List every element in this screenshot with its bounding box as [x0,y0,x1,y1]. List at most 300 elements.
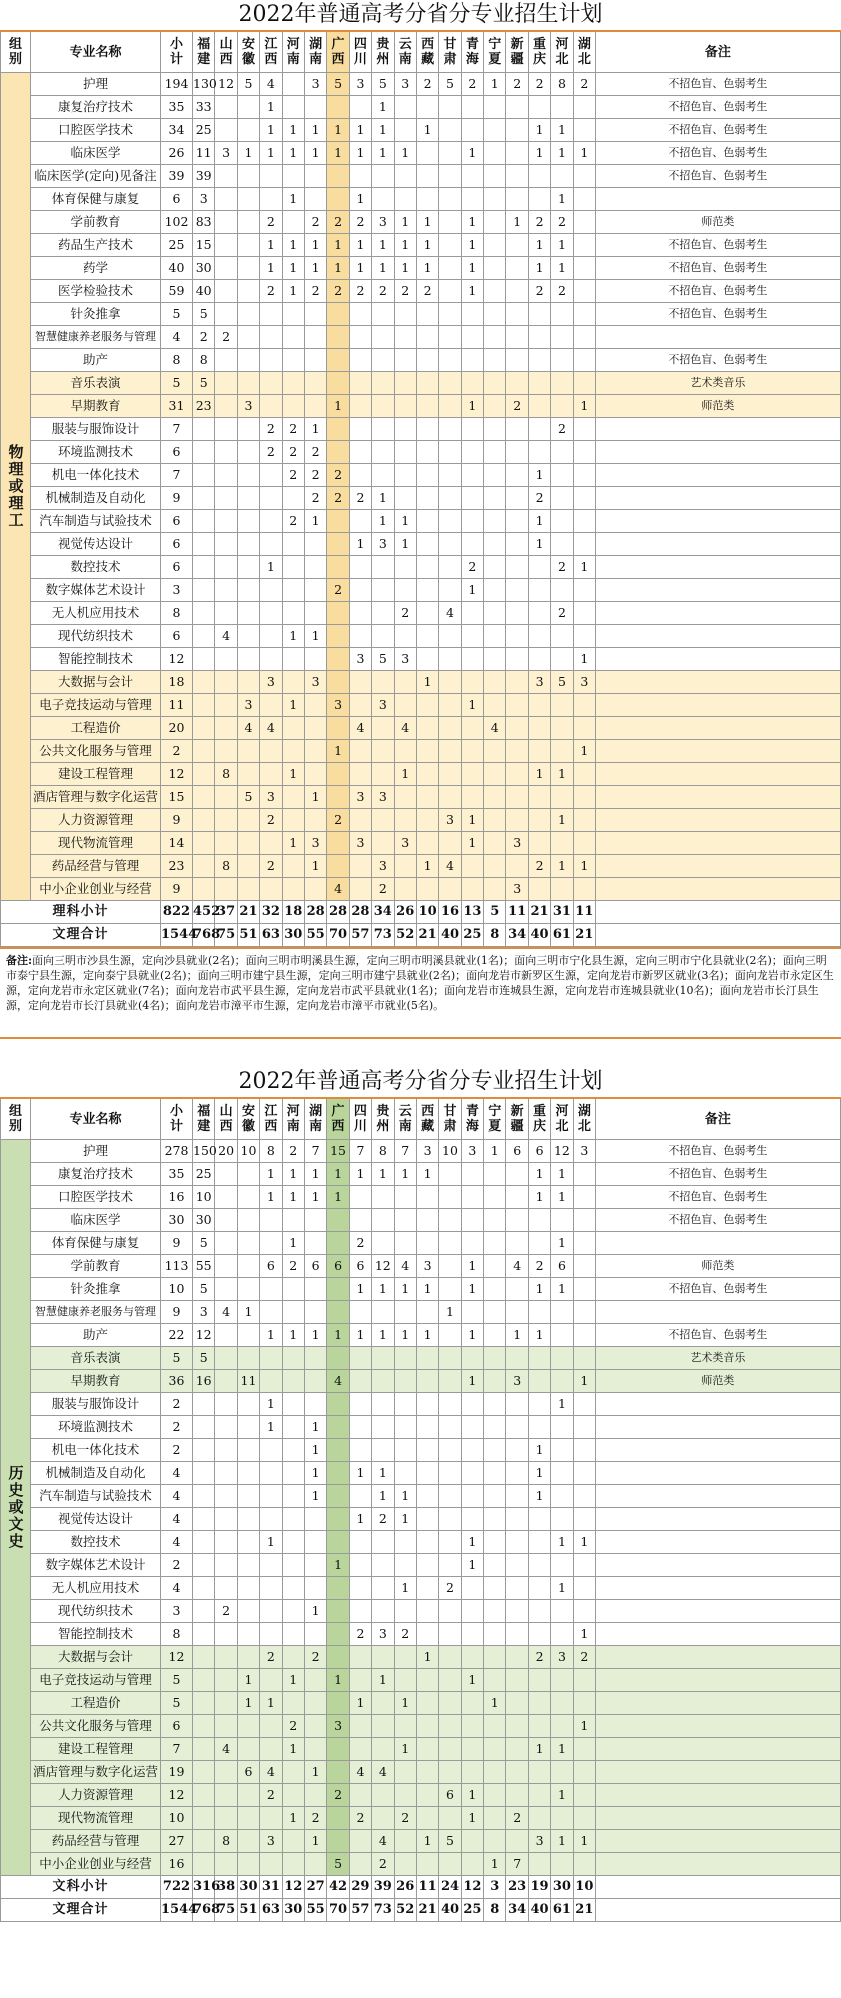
quota-cell [484,96,506,119]
quota-cell [349,878,371,901]
quota-cell [215,1278,237,1301]
quota-cell [461,487,483,510]
quota-cell: 1 [439,1301,461,1324]
quota-cell [215,878,237,901]
quota-cell [528,648,550,671]
quota-cell: 15 [327,1140,349,1163]
quota-cell [372,740,394,763]
quota-cell: 1 [282,1807,304,1830]
quota-cell [573,464,595,487]
quota-cell [439,257,461,280]
quota-cell [461,119,483,142]
summary-total: 1544 [161,924,193,947]
quota-cell: 1 [349,188,371,211]
quota-cell: 1 [484,1692,506,1715]
row-total: 113 [161,1255,193,1278]
row-total: 30 [161,1209,193,1232]
quota-cell [349,671,371,694]
quota-cell [372,1347,394,1370]
quota-cell [551,349,573,372]
quota-cell [215,1623,237,1646]
row-remark [596,1784,841,1807]
quota-cell: 1 [461,809,483,832]
major-name: 现代物流管理 [31,832,161,855]
quota-cell: 8 [215,763,237,786]
quota-cell [327,303,349,326]
quota-cell: 1 [528,1324,550,1347]
quota-cell [349,1669,371,1692]
quota-cell [439,648,461,671]
major-name: 机电一体化技术 [31,464,161,487]
quota-cell [484,188,506,211]
quota-cell [349,326,371,349]
row-remark [596,717,841,740]
quota-cell: 3 [372,1623,394,1646]
quota-cell [484,602,506,625]
major-name: 体育保健与康复 [31,188,161,211]
quota-cell [551,441,573,464]
quota-cell [215,165,237,188]
summary-cell: 11 [416,1876,438,1899]
col-header-province: 广西 [327,31,349,73]
col-header-major: 专业名称 [31,31,161,73]
quota-cell [372,625,394,648]
quota-cell [573,1784,595,1807]
major-name: 药品经营与管理 [31,855,161,878]
quota-cell: 1 [461,1255,483,1278]
quota-cell [372,441,394,464]
quota-cell [439,1531,461,1554]
quota-cell [215,1462,237,1485]
quota-cell: 5 [237,786,259,809]
quota-cell [416,717,438,740]
quota-cell: 1 [528,257,550,280]
summary-cell: 40 [439,1899,461,1922]
quota-cell [506,671,528,694]
row-remark: 不招色盲、色弱考生 [596,165,841,188]
quota-cell: 2 [551,602,573,625]
quota-cell [215,1577,237,1600]
quota-cell [573,257,595,280]
summary-cell: 25 [461,1899,483,1922]
row-remark: 不招色盲、色弱考生 [596,349,841,372]
quota-cell [439,1508,461,1531]
quota-cell: 2 [551,418,573,441]
quota-cell [551,510,573,533]
quota-cell: 2 [551,556,573,579]
quota-cell: 2 [327,487,349,510]
table-row [1,786,841,809]
quota-cell [461,1830,483,1853]
quota-cell: 6 [349,1255,371,1278]
quota-cell [282,1301,304,1324]
summary-remark [596,901,841,924]
summary-cell: 768 [193,924,215,947]
quota-cell [304,1347,326,1370]
summary-cell: 10 [573,1876,595,1899]
col-header-total: 小计 [161,1098,193,1140]
quota-cell [394,1646,416,1669]
quota-cell [416,1416,438,1439]
quota-cell [260,303,282,326]
quota-cell: 5 [237,73,259,96]
quota-cell: 3 [327,694,349,717]
major-name: 助产 [31,349,161,372]
major-name: 人力资源管理 [31,809,161,832]
quota-cell [573,1669,595,1692]
quota-cell: 2 [394,1807,416,1830]
summary-cell: 31 [260,1876,282,1899]
quota-cell [551,1600,573,1623]
quota-cell [394,579,416,602]
row-total: 7 [161,1738,193,1761]
quota-cell [215,234,237,257]
quota-cell: 1 [551,1278,573,1301]
quota-cell [416,188,438,211]
quota-cell [215,1163,237,1186]
quota-cell [528,96,550,119]
quota-cell [237,349,259,372]
quota-cell [394,1393,416,1416]
quota-cell [304,1370,326,1393]
summary-cell: 452 [193,901,215,924]
row-total: 2 [161,1416,193,1439]
quota-cell [282,1600,304,1623]
quota-cell [282,73,304,96]
quota-cell [461,648,483,671]
major-name: 体育保健与康复 [31,1232,161,1255]
row-total: 39 [161,165,193,188]
row-remark [596,809,841,832]
quota-cell [484,1784,506,1807]
quota-cell [282,556,304,579]
quota-cell [573,1393,595,1416]
header-row [1,31,841,73]
row-total: 278 [161,1140,193,1163]
summary-cell: 28 [349,901,371,924]
quota-cell [573,349,595,372]
quota-cell [461,625,483,648]
quota-cell [215,188,237,211]
row-total: 2 [161,1554,193,1577]
quota-cell [573,694,595,717]
quota-cell [215,1761,237,1784]
summary-cell: 21 [573,924,595,947]
major-name: 针灸推拿 [31,303,161,326]
quota-cell [439,717,461,740]
quota-cell: 1 [349,1692,371,1715]
quota-cell [439,234,461,257]
quota-cell [551,96,573,119]
quota-cell: 1 [394,763,416,786]
quota-cell [237,1577,259,1600]
quota-cell [416,1715,438,1738]
quota-cell [282,1485,304,1508]
quota-cell: 1 [416,671,438,694]
quota-cell [260,533,282,556]
summary-cell: 55 [304,1899,326,1922]
remarks-block [0,947,841,1039]
quota-cell [237,372,259,395]
quota-cell [439,1163,461,1186]
summary-cell: 12 [461,1876,483,1899]
row-total: 9 [161,1232,193,1255]
col-header-group: 组别 [1,31,31,73]
quota-cell [260,1278,282,1301]
quota-cell [372,1600,394,1623]
quota-cell [551,1807,573,1830]
summary-cell: 30 [237,1876,259,1899]
quota-cell [506,1163,528,1186]
quota-cell [394,1830,416,1853]
quota-cell [439,441,461,464]
quota-cell [237,1738,259,1761]
quota-cell: 2 [528,280,550,303]
quota-cell [484,1600,506,1623]
quota-cell [528,1623,550,1646]
quota-cell [327,625,349,648]
quota-cell: 3 [372,855,394,878]
quota-cell [484,740,506,763]
quota-cell [327,1485,349,1508]
quota-cell [439,349,461,372]
quota-cell [193,717,215,740]
quota-cell [528,1577,550,1600]
row-remark [596,648,841,671]
quota-cell: 2 [506,395,528,418]
table-row [1,1393,841,1416]
quota-cell: 1 [551,257,573,280]
quota-cell [282,671,304,694]
quota-cell [237,1393,259,1416]
quota-cell [551,326,573,349]
quota-cell [506,257,528,280]
quota-cell: 2 [260,855,282,878]
quota-cell [506,855,528,878]
quota-cell [416,602,438,625]
quota-cell: 2 [372,878,394,901]
quota-cell: 1 [282,234,304,257]
row-remark: 不招色盲、色弱考生 [596,73,841,96]
quota-cell [372,602,394,625]
quota-cell [193,625,215,648]
quota-cell [461,878,483,901]
quota-cell [304,809,326,832]
quota-cell: 1 [304,257,326,280]
quota-cell [304,717,326,740]
row-remark [596,1554,841,1577]
major-name: 口腔医学技术 [31,1186,161,1209]
quota-cell: 1 [327,1554,349,1577]
quota-cell [551,1761,573,1784]
quota-cell [484,1232,506,1255]
quota-cell: 1 [260,556,282,579]
quota-cell: 4 [215,1738,237,1761]
quota-cell: 2 [349,280,371,303]
row-total: 9 [161,878,193,901]
quota-cell [193,418,215,441]
quota-cell [551,395,573,418]
quota-cell [573,1600,595,1623]
quota-cell [551,1485,573,1508]
table-row [1,832,841,855]
col-header-province: 贵州 [372,1098,394,1140]
quota-cell [327,832,349,855]
quota-cell [282,1347,304,1370]
quota-cell: 1 [304,1439,326,1462]
quota-cell: 1 [282,1738,304,1761]
quota-cell [372,188,394,211]
quota-cell [506,533,528,556]
row-total: 2 [161,1393,193,1416]
quota-cell [282,1393,304,1416]
quota-cell: 3 [260,1830,282,1853]
quota-cell [528,809,550,832]
quota-cell [193,1692,215,1715]
summary-cell: 70 [327,1899,349,1922]
major-name: 环境监测技术 [31,1416,161,1439]
quota-cell [506,1623,528,1646]
quota-cell: 2 [506,1807,528,1830]
quota-cell [327,1232,349,1255]
quota-cell [394,303,416,326]
quota-cell: 2 [528,211,550,234]
major-name: 数控技术 [31,1531,161,1554]
row-remark [596,579,841,602]
quota-cell: 1 [282,1186,304,1209]
quota-cell: 3 [304,671,326,694]
col-header-province: 云南 [394,1098,416,1140]
quota-cell [461,1462,483,1485]
quota-cell [327,1577,349,1600]
quota-cell: 2 [394,280,416,303]
row-total: 5 [161,1669,193,1692]
quota-cell: 3 [551,1646,573,1669]
quota-cell [528,165,550,188]
quota-cell: 1 [528,234,550,257]
quota-cell [372,1784,394,1807]
summary-cell: 29 [349,1876,371,1899]
quota-cell [372,372,394,395]
quota-cell: 4 [394,1255,416,1278]
quota-cell [573,832,595,855]
summary-remark [596,1876,841,1899]
quota-cell [484,1393,506,1416]
quota-cell [528,441,550,464]
quota-cell [551,625,573,648]
quota-cell: 1 [282,1232,304,1255]
quota-cell [573,211,595,234]
col-header-province: 河北 [551,31,573,73]
quota-cell [215,809,237,832]
quota-cell [506,1784,528,1807]
summary-cell: 32 [260,901,282,924]
quota-cell [461,349,483,372]
quota-cell: 6 [439,1784,461,1807]
quota-cell [484,1485,506,1508]
table-row [1,717,841,740]
quota-cell [215,349,237,372]
quota-cell [394,119,416,142]
major-name: 助产 [31,1324,161,1347]
quota-cell: 1 [573,1370,595,1393]
quota-cell: 1 [372,257,394,280]
quota-cell [215,717,237,740]
quota-cell [506,142,528,165]
summary-cell: 40 [439,924,461,947]
quota-cell [573,1761,595,1784]
quota-cell [349,1715,371,1738]
quota-cell: 1 [304,119,326,142]
col-header-province: 河北 [551,1098,573,1140]
quota-cell [237,579,259,602]
row-total: 9 [161,487,193,510]
summary-cell: 31 [551,901,573,924]
row-total: 36 [161,1370,193,1393]
quota-cell [506,648,528,671]
quota-cell: 2 [282,1255,304,1278]
quota-cell [327,556,349,579]
major-name: 早期教育 [31,1370,161,1393]
quota-cell [506,1186,528,1209]
row-remark: 艺术类音乐 [596,372,841,395]
col-header-province: 广西 [327,1098,349,1140]
quota-cell: 1 [282,694,304,717]
row-remark [596,694,841,717]
quota-cell [394,625,416,648]
quota-cell: 1 [551,1163,573,1186]
quota-cell: 8 [551,73,573,96]
table-row [1,625,841,648]
quota-cell [484,1163,506,1186]
quota-cell [327,1600,349,1623]
header-row [1,1098,841,1140]
quota-cell [484,1738,506,1761]
quota-cell [439,1623,461,1646]
row-remark: 师范类 [596,395,841,418]
quota-cell [416,1669,438,1692]
quota-cell: 1 [506,1324,528,1347]
col-header-province: 山西 [215,31,237,73]
major-name: 护理 [31,1140,161,1163]
quota-cell: 1 [260,257,282,280]
quota-cell: 5 [193,1278,215,1301]
quota-cell [484,786,506,809]
table-row [1,648,841,671]
table-row [1,1761,841,1784]
table-row [1,1278,841,1301]
quota-cell [394,441,416,464]
quota-cell: 2 [282,1715,304,1738]
quota-cell [416,1738,438,1761]
major-name: 机电一体化技术 [31,1439,161,1462]
row-total: 26 [161,142,193,165]
quota-cell: 2 [260,1784,282,1807]
quota-cell [260,1462,282,1485]
row-remark [596,878,841,901]
quota-cell: 1 [416,257,438,280]
major-name: 工程造价 [31,1692,161,1715]
quota-cell [372,303,394,326]
quota-cell [439,372,461,395]
quota-cell [461,1508,483,1531]
quota-cell [282,878,304,901]
quota-cell: 3 [528,1830,550,1853]
quota-cell [193,1830,215,1853]
quota-cell [461,1416,483,1439]
quota-cell [260,1485,282,1508]
quota-cell: 4 [215,625,237,648]
